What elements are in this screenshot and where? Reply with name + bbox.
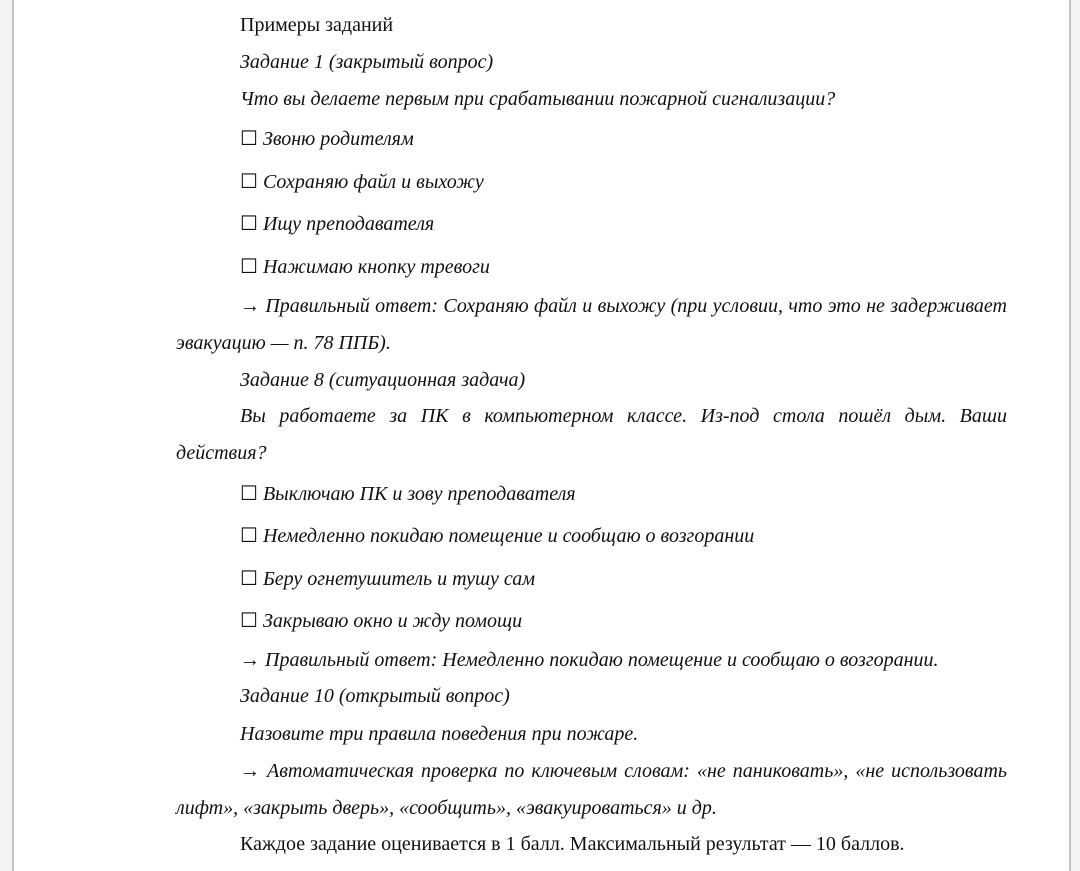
task8-question: Вы работаете за ПК в компьютерном классе. Из-под стола пошёл дым. Ваши действия? [176,405,1007,464]
task8-option-4[interactable] [176,603,1007,640]
scoring-summary: Каждое задание оценивается в 1 балл. Максимальный результат — 10 баллов. [240,833,905,855]
task10-title: Задание 10 (открытый вопрос) [240,685,510,707]
task1-option-3[interactable] [176,206,1007,243]
task1-option-4[interactable] [176,249,1007,286]
task8-option-1[interactable] [176,476,1007,513]
section-heading: Примеры заданий [240,14,394,36]
task10-answer: → Автоматическая проверка по ключевым словам: «не паниковать», «не использовать лифт», «закрыть дверь», «сообщить», «эвакуироваться» и др. [176,760,1007,819]
checkbox-icon[interactable]: ☐ [240,128,258,150]
checkbox-icon[interactable]: ☐ [240,610,258,632]
option-label: Сохраняю файл и выхожу [262,171,484,193]
task8-title: Задание 8 (ситуационная задача) [240,369,526,391]
checkbox-icon[interactable]: ☐ [240,525,258,547]
task1-question: Что вы делаете первым при срабатывании пожарной сигнализации? [240,88,836,110]
task1-option-2[interactable] [176,164,1007,201]
option-label: Выключаю ПК и зову преподавателя [262,483,576,505]
checkbox-icon[interactable]: ☐ [240,213,258,235]
task1-title: Задание 1 (закрытый вопрос) [240,51,494,73]
option-label: Нажимаю кнопку тревоги [262,256,490,278]
checkbox-icon[interactable]: ☐ [240,483,258,505]
document-page [12,0,1071,871]
option-label: Ищу преподавателя [262,213,435,235]
checkbox-icon[interactable]: ☐ [240,256,258,278]
task1-answer: → Правильный ответ: Сохраняю файл и выхожу (при условии, что это не задерживает эвакуацию — п. 78 ППБ). [176,295,1007,354]
option-label: Немедленно покидаю помещение и сообщаю о возгорании [262,525,755,547]
task8-option-3[interactable] [176,561,1007,598]
option-label: Беру огнетушитель и тушу сам [262,568,536,590]
task10-question: Назовите три правила поведения при пожаре. [240,723,639,745]
task8-option-2[interactable] [176,518,1007,555]
option-label: Звоню родителям [262,128,414,150]
checkbox-icon[interactable]: ☐ [240,568,258,590]
checkbox-icon[interactable]: ☐ [240,171,258,193]
task1-option-1[interactable] [176,121,1007,158]
option-label: Закрываю окно и жду помощи [262,610,523,632]
task8-answer: → Правильный ответ: Немедленно покидаю помещение и сообщаю о возгорании. [240,649,939,671]
